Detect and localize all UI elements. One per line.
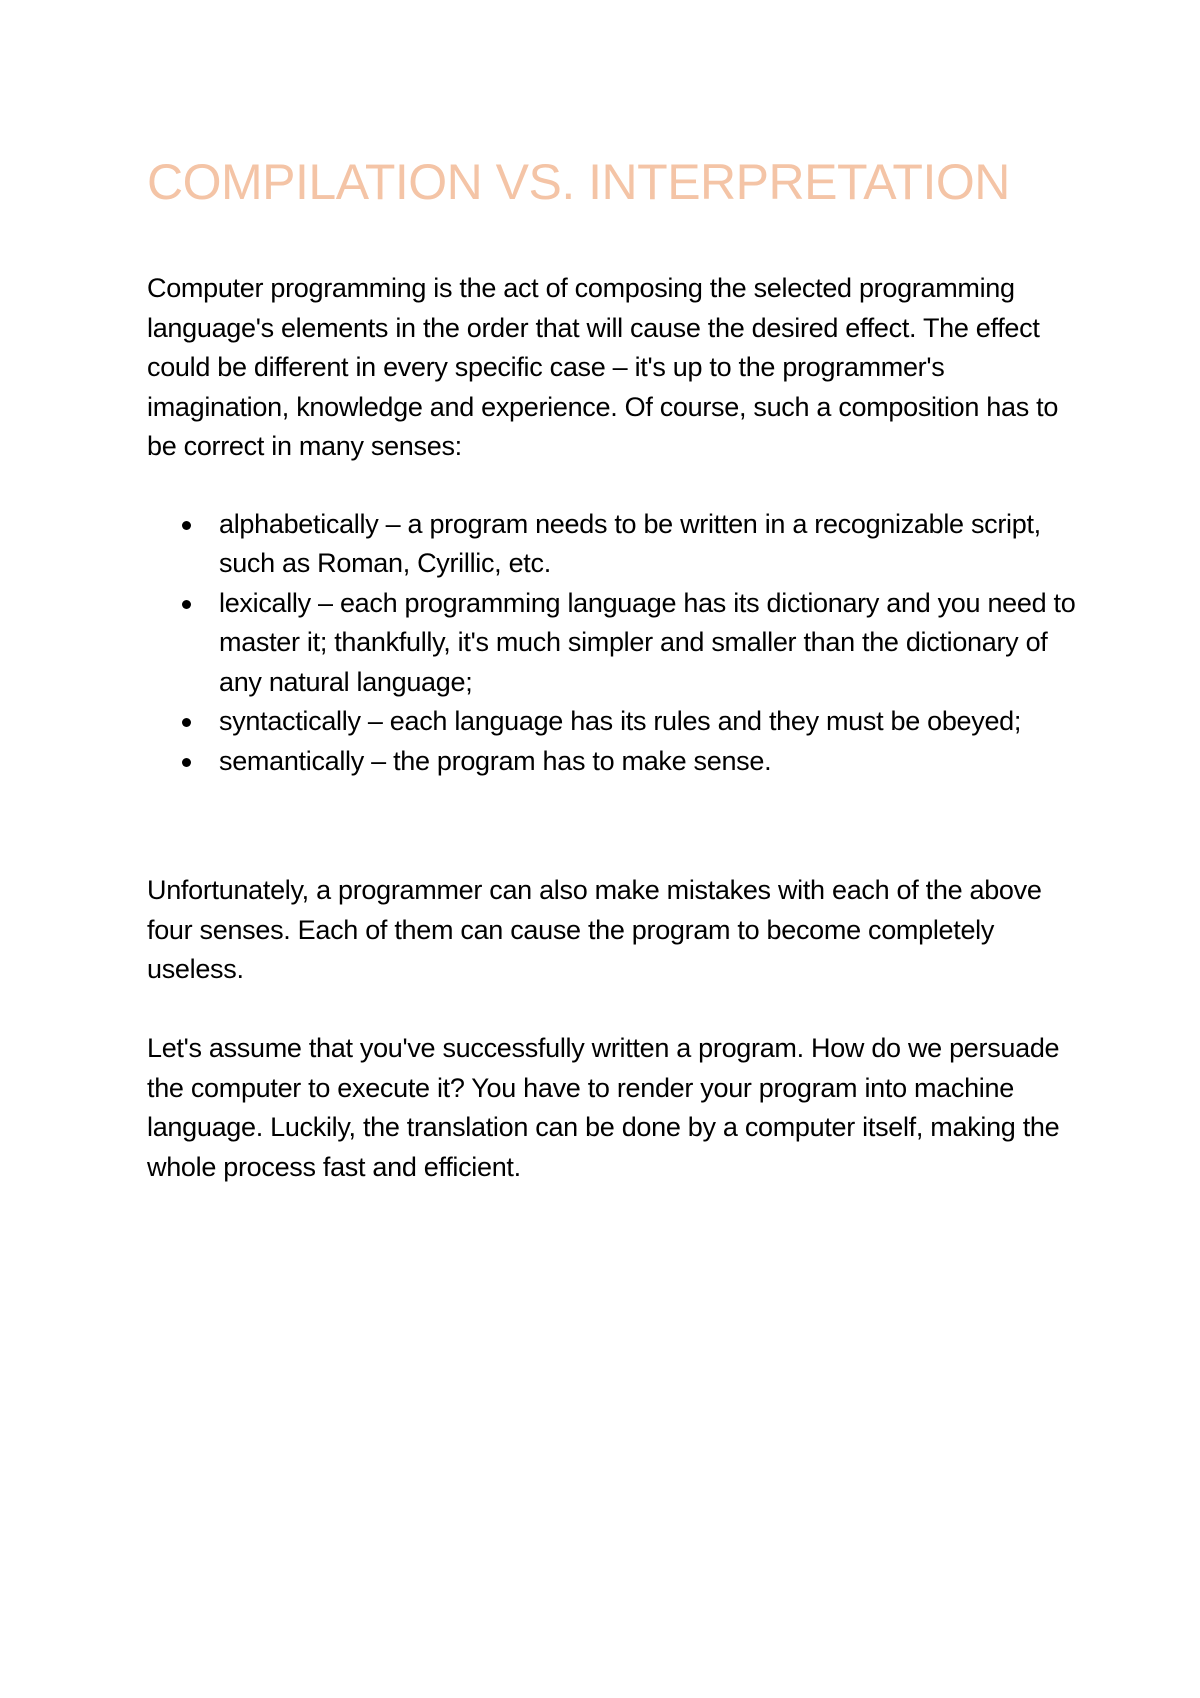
list-item-text: lexically – each programming language has its dictionary and you need to master it; thankfully, it's much simpler and smaller than the dictionary of any natural language;: [219, 587, 1076, 697]
translation-paragraph: Let's assume that you've successfully written a program. How do we persuade the computer to execute it? You have to render your program into machine language. Luckily, the translation can be done by a computer itself, making the whole process fast and efficient.: [147, 1033, 1060, 1182]
bullet-icon: [182, 600, 191, 609]
list-item-lexically: [147, 584, 1077, 703]
bullet-icon: [182, 718, 191, 727]
bullet-icon: [182, 521, 191, 530]
list-item-text: alphabetically – a program needs to be written in a recognizable script, such as Roman, Cyrillic, etc.: [219, 508, 1041, 578]
bullet-icon: [182, 758, 191, 767]
intro-paragraph: Computer programming is the act of composing the selected programming language's elements in the order that will cause the desired effect. The effect could be different in every specific case – it's up to the programmer's imagination, knowledge and experience. Of course, such a composition has to be correct in many senses:: [147, 273, 1059, 461]
senses-list: [147, 505, 1077, 782]
document-body: [147, 150, 1077, 1187]
list-item-text: syntactically – each language has its rules and they must be obeyed;: [219, 706, 1022, 736]
document-title: COMPILATION VS. INTERPRETATION: [147, 154, 1010, 210]
mistakes-paragraph: Unfortunately, a programmer can also make mistakes with each of the above four senses. Each of them can cause the program to become completely useless.: [147, 875, 1042, 984]
list-item-semantically: [147, 742, 1077, 782]
list-item-syntactically: [147, 702, 1077, 742]
list-item-alphabetically: [147, 505, 1077, 584]
list-item-text: semantically – the program has to make sense.: [219, 745, 772, 776]
